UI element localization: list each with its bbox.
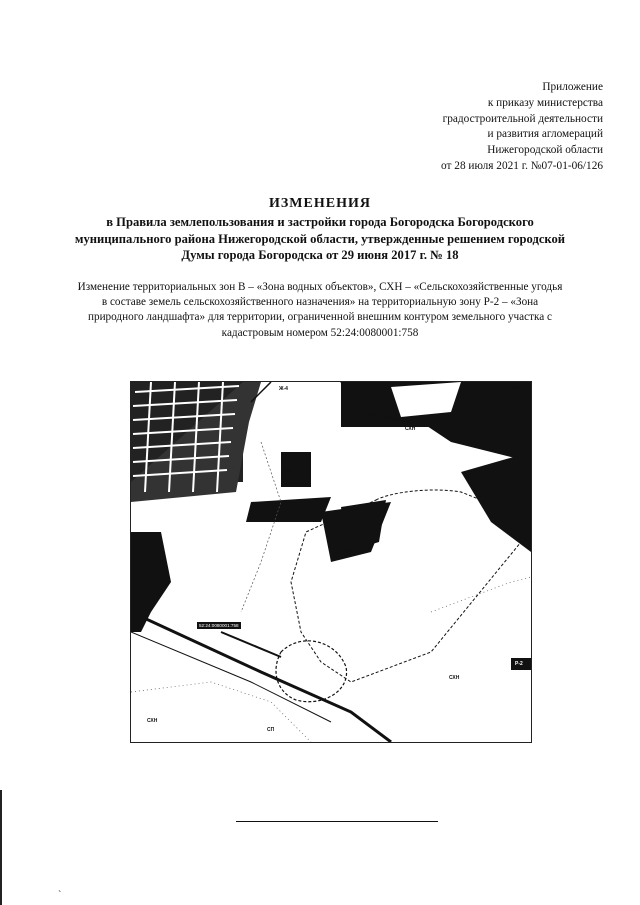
document-subtitle: в Правила землепользования и застройки города Богородска Богородского муниципального района Нижегородской области, утвержденные решением городской Думы города Богородска от 29 июня 2017 г. № 18 [74,215,566,262]
document-title: ИЗМЕНЕНИЯ [269,196,371,211]
zone-label: Ж-4 [512,385,521,391]
scan-corner-mark: ` [58,890,62,901]
zoning-map [130,381,532,743]
annex-line: Приложение [542,81,603,93]
annex-block [441,80,603,175]
closing-rule [236,821,438,822]
annex-line: и развития агломераций [487,128,603,141]
zone-label: Р-2 [515,661,523,667]
annex-line: к приказу министерства [487,96,603,109]
annex-line: от 28 июля 2021 г. №07-01-06/126 [441,159,603,172]
change-description: Изменение территориальных зон В – «Зона водных объектов», СХН – «Сельскохозяйственные угодья в составе земель сельскохозяйственного назначения» на территориальную зону Р-2 – «Зона природного ландшафта» для территории, ограниченной внешним контуром земельного участка с кадастровым номером 52:24:0080001:758 [77,281,563,339]
zone-label: Ж-4 [283,468,292,474]
cadastral-number-label: 52:24:0080001:758 [199,623,239,628]
annex-line: градостроительной деятельности [442,112,603,125]
map-drawing [131,382,531,742]
zone-label: СХН [147,718,158,724]
zone-label: СХН [449,675,460,681]
zone-label: Ж-4 [279,386,288,392]
zone-label: СП [267,727,275,733]
scan-margin-mark [0,790,2,905]
annex-line: Нижегородской области [487,144,603,157]
zone-label: СХН [405,426,416,432]
